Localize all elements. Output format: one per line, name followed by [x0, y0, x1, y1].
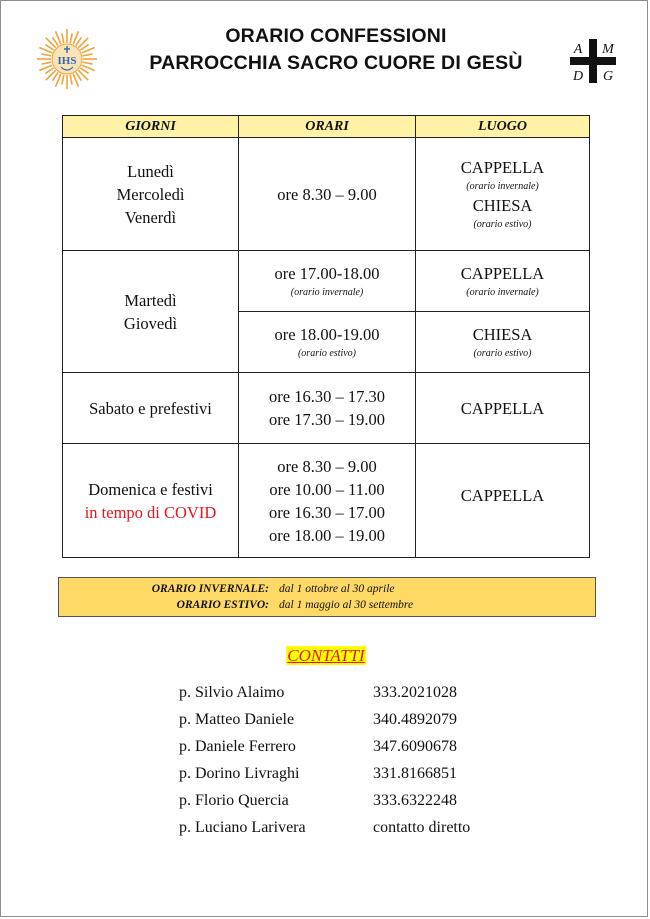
summer-hours-row	[59, 597, 595, 613]
summer-value: dal 1 maggio al 30 settembre	[279, 599, 414, 611]
list-item	[179, 760, 539, 787]
days-cell	[63, 251, 239, 373]
day-label: Lunedì	[127, 161, 174, 181]
header-times: ORARI	[239, 116, 416, 138]
contact-name: p. Luciano Larivera	[179, 819, 306, 836]
time-label: ore 16.30 – 17.00	[269, 502, 385, 522]
winter-value: dal 1 ottobre al 30 aprile	[279, 583, 395, 595]
place-label: CHIESA	[472, 325, 533, 344]
amdg-letter-m: M	[602, 42, 614, 57]
title-line-2: PARROCCHIA SACRO CUORE DI GESÙ	[149, 52, 523, 74]
time-cell	[239, 373, 416, 444]
season-info-box	[58, 577, 596, 617]
time-label: ore 10.00 – 11.00	[269, 479, 385, 499]
time-label: ore 18.00 – 19.00	[269, 525, 385, 545]
sunburst-ray	[70, 75, 72, 85]
covid-note: in tempo di COVID	[84, 502, 217, 522]
time-label: ore 17.30 – 19.00	[269, 410, 385, 429]
sunburst-ray	[41, 54, 51, 56]
header-place: LUOGO	[416, 116, 590, 138]
contact-name: p. Silvio Alaimo	[179, 684, 285, 701]
sunburst-ray	[83, 54, 93, 56]
contact-name: p. Matteo Daniele	[179, 711, 295, 728]
list-item	[179, 706, 539, 733]
place-cell: CAPPELLA	[416, 373, 590, 444]
place-label: CAPPELLA	[460, 158, 545, 177]
contact-phone: 333.2021028	[373, 684, 457, 701]
place-note: (orario estivo)	[473, 348, 532, 359]
place-note: (orario invernale)	[466, 287, 539, 298]
day-label: Venerdì	[124, 207, 177, 227]
place-cell	[416, 138, 590, 251]
contact-name: p. Florio Quercia	[179, 792, 289, 809]
time-label: ore 8.30 – 9.00	[277, 456, 377, 476]
table-row	[63, 251, 590, 312]
contact-phone: 347.6090678	[373, 738, 457, 755]
table-row	[63, 138, 590, 251]
days-cell	[63, 138, 239, 251]
contacts-list	[179, 679, 539, 841]
contacts-title: CONTATTI	[287, 646, 365, 665]
time-note: (orario estivo)	[297, 348, 357, 359]
time-cell: ore 8.30 – 9.00	[239, 138, 416, 251]
table-row	[63, 444, 590, 558]
winter-hours-row	[59, 581, 595, 597]
summer-label: ORARIO ESTIVO:	[176, 599, 269, 611]
document-title	[101, 23, 571, 77]
contact-phone: contatto diretto	[373, 819, 471, 836]
time-label: ore 18.00-19.00	[274, 325, 380, 344]
table-header-row	[63, 116, 590, 138]
table-row	[63, 373, 590, 444]
sunburst-ray	[62, 75, 64, 85]
time-label: ore 16.30 – 17.30	[269, 387, 385, 406]
list-item	[179, 733, 539, 760]
amdg-letter-d: D	[572, 69, 584, 84]
time-cell	[239, 444, 416, 558]
sunburst-ray	[83, 62, 93, 64]
contact-name: p. Dorino Livraghi	[179, 765, 300, 782]
ihs-sunburst-logo	[35, 27, 99, 91]
sunburst-ray	[41, 62, 51, 64]
contact-name: p. Daniele Ferrero	[179, 738, 296, 755]
time-cell	[239, 312, 416, 373]
day-label: Giovedì	[123, 313, 178, 333]
amdg-letter-a: A	[573, 42, 583, 57]
place-label: CAPPELLA	[460, 264, 545, 283]
amdg-letter-g: G	[602, 69, 614, 84]
contact-phone: 331.8166851	[373, 765, 457, 782]
place-cell	[416, 251, 590, 312]
sunburst-ray	[62, 33, 64, 43]
day-label: Domenica e festivi	[88, 479, 213, 499]
confession-schedule-table	[62, 115, 590, 558]
list-item	[179, 679, 539, 706]
time-label: ore 17.00-18.00	[274, 264, 380, 283]
amdg-cross-logo	[567, 36, 619, 86]
time-cell	[239, 251, 416, 312]
list-item	[179, 814, 539, 841]
place-cell	[416, 312, 590, 373]
contact-phone: 340.4892079	[373, 711, 457, 728]
ihs-logo-text: IHS	[57, 55, 77, 67]
day-label: Mercoledì	[116, 184, 185, 204]
place-label: CHIESA	[472, 196, 533, 215]
days-cell	[63, 444, 239, 558]
header-days: GIORNI	[63, 116, 239, 138]
place-note: (orario estivo)	[473, 219, 532, 230]
place-note: (orario invernale)	[466, 181, 539, 192]
contact-phone: 333.6322248	[373, 792, 457, 809]
list-item	[179, 787, 539, 814]
contacts-heading	[1, 646, 650, 666]
sunburst-ray	[70, 33, 72, 43]
day-label: Martedì	[124, 290, 177, 310]
place-cell: CAPPELLA	[416, 444, 590, 558]
days-cell: Sabato e prefestivi	[63, 373, 239, 444]
time-note: (orario invernale)	[290, 287, 364, 298]
winter-label: ORARIO INVERNALE:	[151, 583, 269, 595]
title-line-1: ORARIO CONFESSIONI	[225, 25, 447, 47]
